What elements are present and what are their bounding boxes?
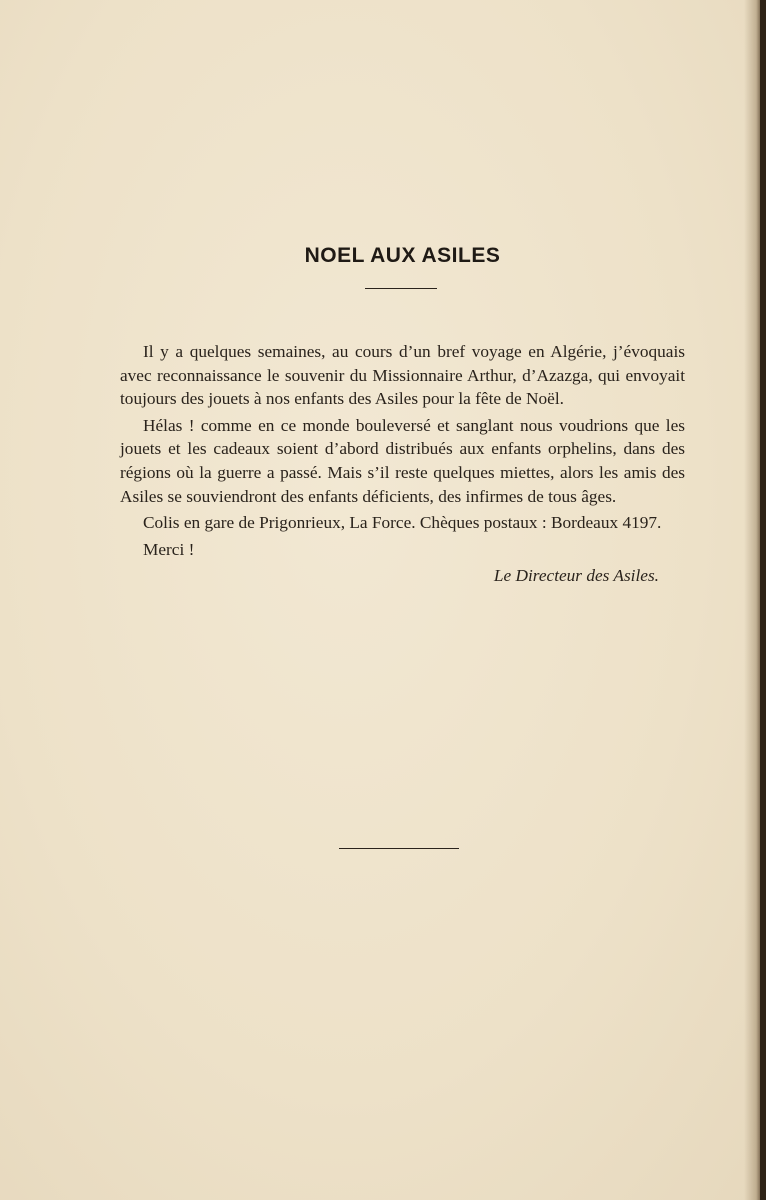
signature: Le Directeur des Asiles. (493, 566, 659, 586)
paragraph-1: Il y a quelques semaines, au cours d’un bref voyage en Algérie, j’évoquais avec reconnaissance le souvenir du Missionnaire Arthur, d’Azazga, qui envoyait toujours des jouets à nos enfants des Asiles pour la fête de Noël. (120, 342, 685, 409)
end-divider (339, 848, 459, 849)
paragraph-4: Merci ! (143, 539, 195, 559)
page-edge-band (760, 0, 766, 1200)
title-divider (365, 288, 437, 289)
article-body (120, 340, 685, 588)
paragraph-3: Colis en gare de Prigonrieux, La Force. Chèques postaux : Bordeaux 4197. (143, 513, 662, 533)
paragraph-2: Hélas ! comme en ce monde bouleversé et sanglant nous voudrions que les jouets et les cadeaux soient d’abord distribués aux enfants orphelins, dans des régions où la guerre a passé. Mais s’il reste quelques miettes, alors les amis des Asiles se souviendront des enfants déficients, des infirmes de tous âges. (120, 415, 685, 506)
page-title: NOEL AUX ASILES (304, 244, 501, 268)
